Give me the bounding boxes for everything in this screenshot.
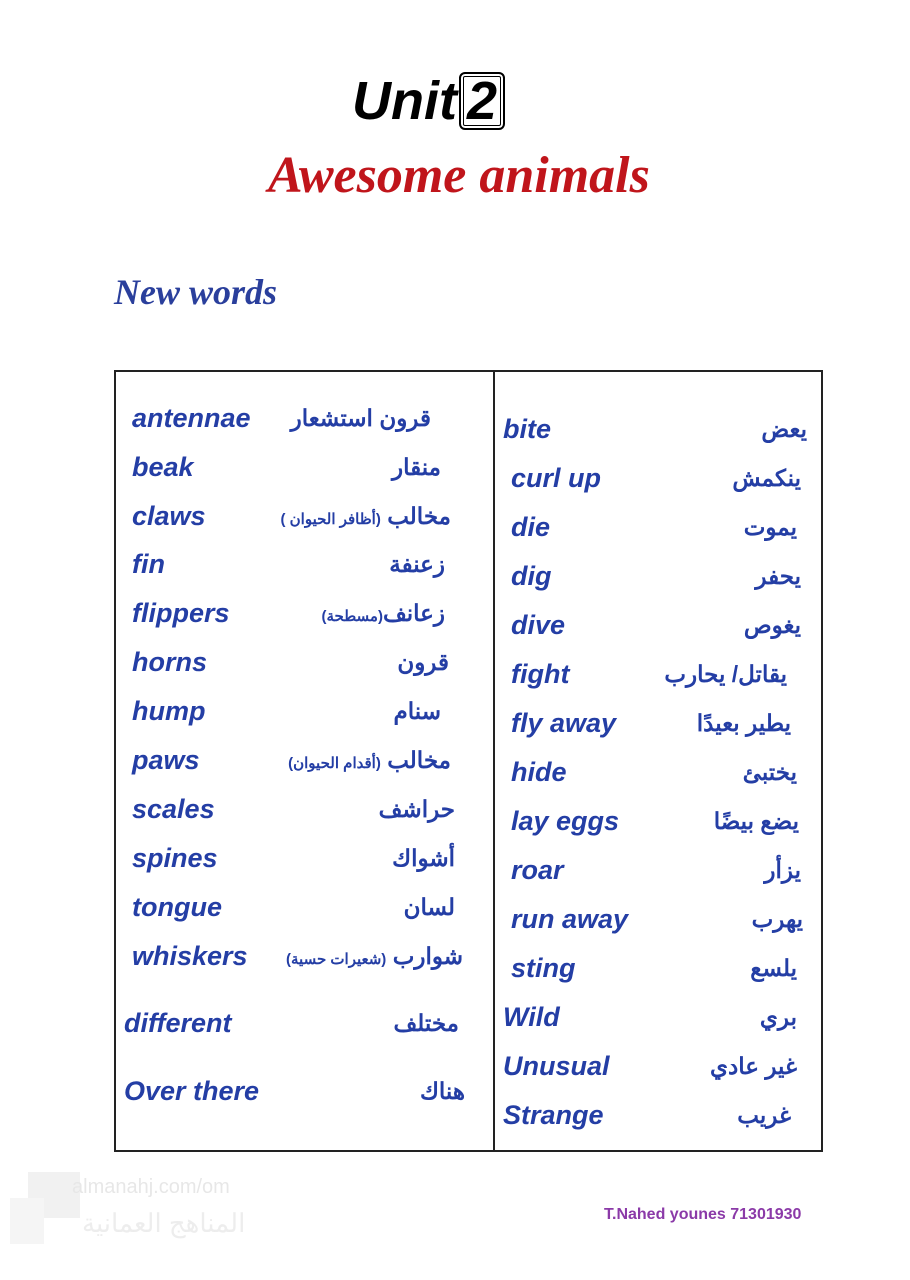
vocab-row bbox=[116, 691, 493, 731]
vocab-row bbox=[495, 899, 821, 939]
vocab-row bbox=[116, 1003, 493, 1043]
vocab-word: dive bbox=[511, 610, 566, 640]
vocab-meaning: هناك bbox=[419, 1078, 465, 1104]
vocab-row bbox=[116, 1071, 493, 1111]
vocab-word: tongue bbox=[132, 892, 222, 922]
vocab-word: fight bbox=[511, 659, 570, 689]
vocab-meaning: يختبئ bbox=[742, 759, 797, 785]
vocab-word: dig bbox=[511, 561, 552, 591]
vocab-meaning: يهرب bbox=[751, 906, 803, 932]
vocab-meaning: يحفر bbox=[755, 563, 801, 589]
vocab-word: run away bbox=[511, 904, 629, 934]
vocab-row bbox=[116, 789, 493, 829]
vocab-word: fly away bbox=[511, 708, 617, 738]
vocab-word: spines bbox=[132, 843, 218, 873]
vocab-row bbox=[495, 458, 821, 498]
vocab-word: sting bbox=[511, 953, 576, 983]
vocab-meaning: يغوص bbox=[743, 612, 801, 638]
vocab-word: whiskers bbox=[132, 941, 248, 971]
right-column bbox=[495, 372, 821, 1150]
vocab-word: hump bbox=[132, 696, 206, 726]
vocab-word: claws bbox=[132, 501, 206, 531]
vocab-word: bite bbox=[503, 414, 552, 444]
vocab-meaning: يقاتل/ يحارب bbox=[664, 661, 787, 687]
vocab-row bbox=[116, 642, 493, 682]
vocab-meaning bbox=[281, 496, 452, 540]
watermark-logo-block bbox=[10, 1198, 44, 1244]
vocab-row bbox=[116, 398, 493, 438]
vocab-row bbox=[116, 544, 493, 584]
vocab-meaning: يطير بعيدًا bbox=[696, 710, 791, 736]
vocab-meaning bbox=[286, 936, 463, 980]
vocab-meaning: يعض bbox=[761, 416, 807, 442]
watermark-name: المناهج العمانية bbox=[82, 1208, 246, 1238]
unit-subtitle: Awesome animals bbox=[268, 147, 650, 204]
vocab-meaning-main: مخالب bbox=[387, 747, 451, 773]
vocab-row bbox=[116, 496, 493, 536]
vocab-word: fin bbox=[132, 549, 165, 579]
vocab-row bbox=[495, 997, 821, 1037]
vocab-meaning: زعنفة bbox=[389, 551, 445, 577]
vocab-word: hide bbox=[511, 757, 567, 787]
vocab-meaning-main: شوارب bbox=[392, 943, 463, 969]
vocab-row bbox=[495, 850, 821, 890]
vocab-meaning-note: (أظافر الحيوان ) bbox=[280, 511, 381, 528]
vocab-word: horns bbox=[132, 647, 208, 677]
vocab-meaning: يزأر bbox=[764, 857, 801, 883]
vocab-word: Strange bbox=[503, 1100, 604, 1130]
vocab-word: Unusual bbox=[503, 1051, 610, 1081]
vocab-meaning: يلسع bbox=[750, 955, 797, 981]
vocab-row bbox=[495, 1095, 821, 1135]
vocab-row bbox=[495, 605, 821, 645]
vocab-word: antennae bbox=[132, 403, 251, 433]
vocab-meaning: مختلف bbox=[393, 1010, 459, 1036]
vocab-meaning: أشواك bbox=[392, 845, 455, 871]
vocab-meaning: بري bbox=[759, 1004, 797, 1030]
watermark-url: almanahj.com/om bbox=[72, 1176, 230, 1198]
vocab-meaning-main: مخالب bbox=[387, 503, 451, 529]
vocab-word: Wild bbox=[503, 1002, 560, 1032]
author-credit: T.Nahed younes 71301930 bbox=[604, 1206, 802, 1223]
vocab-row bbox=[495, 752, 821, 792]
vocab-word: lay eggs bbox=[511, 806, 620, 836]
vocab-meaning: منقار bbox=[391, 454, 441, 480]
site-watermark bbox=[10, 1170, 250, 1250]
left-column bbox=[116, 372, 493, 1150]
unit-label: Unit bbox=[352, 71, 457, 131]
unit-title bbox=[352, 72, 505, 130]
vocab-row bbox=[495, 507, 821, 547]
vocab-word: roar bbox=[511, 855, 564, 885]
vocab-row bbox=[495, 801, 821, 841]
vocab-word: paws bbox=[132, 745, 200, 775]
vocabulary-table bbox=[114, 370, 823, 1152]
vocab-meaning: غير عادي bbox=[709, 1053, 797, 1079]
vocab-row bbox=[116, 887, 493, 927]
vocab-meaning-note: (أقدام الحيوان) bbox=[288, 755, 381, 772]
vocab-meaning-note: (شعيرات حسية) bbox=[286, 951, 387, 968]
vocab-meaning: يضع بيضًا bbox=[713, 808, 799, 834]
vocab-meaning bbox=[288, 740, 451, 784]
vocab-row bbox=[116, 593, 493, 633]
vocab-word: flippers bbox=[132, 598, 230, 628]
vocab-meaning: سنام bbox=[393, 698, 441, 724]
vocab-word: beak bbox=[132, 452, 194, 482]
vocab-word: Over there bbox=[124, 1076, 260, 1106]
vocab-meaning: غريب bbox=[737, 1102, 791, 1128]
vocab-meaning-main: زعانف bbox=[382, 600, 445, 626]
vocab-word: curl up bbox=[511, 463, 602, 493]
vocab-word: die bbox=[511, 512, 551, 542]
vocab-row bbox=[495, 556, 821, 596]
unit-number-box: 2 bbox=[459, 72, 505, 130]
vocab-meaning: قرون bbox=[397, 649, 449, 675]
vocab-meaning bbox=[322, 593, 446, 637]
vocab-row bbox=[116, 740, 493, 780]
vocab-row bbox=[495, 703, 821, 743]
vocab-word: scales bbox=[132, 794, 215, 824]
vocab-meaning-note: (مسطحة) bbox=[321, 608, 383, 625]
vocab-row bbox=[495, 1046, 821, 1086]
vocab-row bbox=[495, 409, 821, 449]
vocab-row bbox=[116, 447, 493, 487]
vocab-meaning: لسان bbox=[403, 894, 455, 920]
vocab-word: different bbox=[124, 1008, 232, 1038]
vocab-meaning: قرون استشعار bbox=[290, 405, 431, 431]
vocab-meaning: يموت bbox=[743, 514, 797, 540]
vocab-row bbox=[495, 654, 821, 694]
section-title: New words bbox=[114, 272, 278, 312]
vocab-row bbox=[495, 948, 821, 988]
vocab-meaning: ينكمش bbox=[732, 465, 801, 491]
vocab-row bbox=[116, 838, 493, 878]
vocab-meaning: حراشف bbox=[378, 796, 455, 822]
vocab-row bbox=[116, 936, 493, 976]
